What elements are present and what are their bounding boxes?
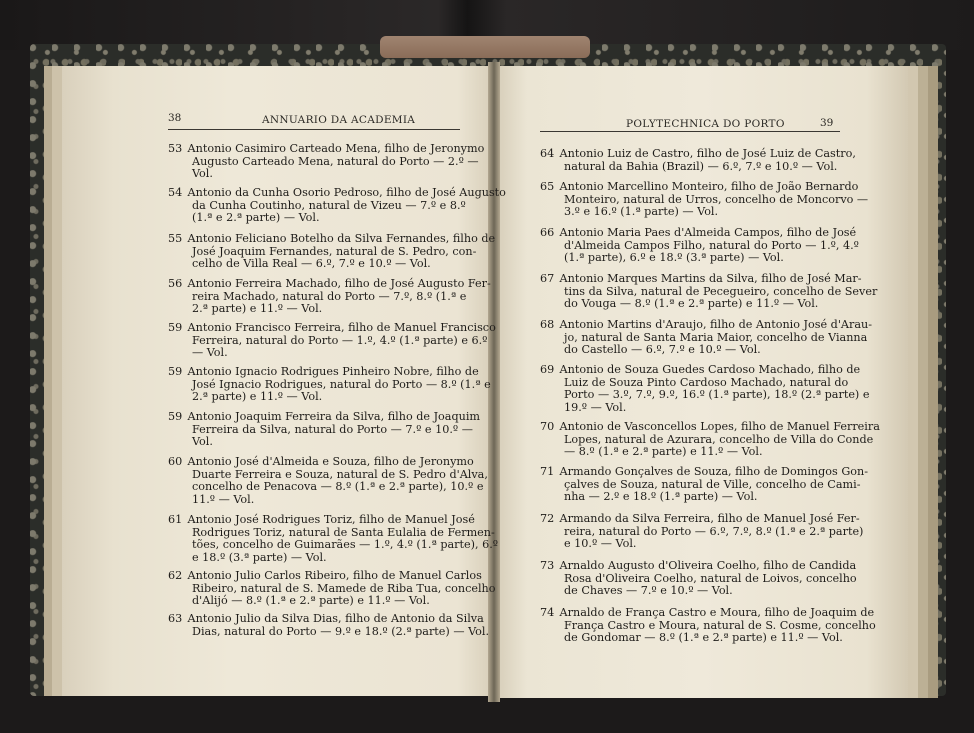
entry-text: Antonio de Souza Guedes Cardoso Machado, filho de bbox=[556, 363, 861, 376]
entry-first-line bbox=[540, 421, 880, 434]
entry bbox=[168, 570, 495, 608]
entry-text: Armando Gonçalves de Souza, filho de Domingos Gon- bbox=[556, 465, 868, 478]
entry-line: da Cunha Coutinho, natural de Vizeu — 7.º e 8.º bbox=[192, 198, 466, 212]
entry-first-line bbox=[540, 364, 869, 377]
entry bbox=[168, 411, 480, 449]
entry-number: 59 bbox=[168, 410, 183, 423]
entry-line: Dias, natural do Porto — 9.º e 18.º (2.ª parte) — Vol. bbox=[192, 624, 490, 638]
entry-text: Antonio Ignacio Rodrigues Pinheiro Nobre, filho de bbox=[184, 365, 479, 378]
entry-line: celho de Villa Real — 6.º, 7.º e 10.º — Vol. bbox=[192, 257, 431, 271]
entry-line: de Chaves — 7.º e 10.º — Vol. bbox=[564, 584, 733, 598]
entry bbox=[540, 148, 856, 173]
entry-text: Antonio Joaquim Ferreira da Silva, filho de Joaquim bbox=[184, 410, 481, 423]
right-header-rule bbox=[540, 131, 840, 132]
entry-text: Arnaldo Augusto d'Oliveira Coelho, filho de Candida bbox=[556, 559, 857, 572]
entry bbox=[540, 421, 880, 459]
entry-number: 71 bbox=[540, 465, 555, 478]
entry bbox=[168, 233, 495, 271]
entry-text: Antonio Julio da Silva Dias, filho de Antonio da Silva bbox=[184, 612, 484, 625]
entry-first-line bbox=[540, 273, 877, 286]
entry-line: 2.ª parte) e 11.º — Vol. bbox=[192, 390, 323, 404]
entry-line: çalves de Souza, natural de Ville, concelho de Cami- bbox=[564, 477, 861, 491]
entry-number: 64 bbox=[540, 147, 555, 160]
entry-number: 59 bbox=[168, 321, 183, 334]
right-page-number: 39 bbox=[820, 117, 834, 129]
entry-line: Lopes, natural de Azurara, concelho de Villa do Conde bbox=[564, 432, 874, 446]
entry-text: Antonio José d'Almeida e Souza, filho de Jeronymo bbox=[184, 455, 474, 468]
entry bbox=[540, 181, 868, 219]
entry-line: Monteiro, natural de Urros, concelho de Moncorvo — bbox=[564, 192, 869, 206]
entry-line: Luiz de Souza Pinto Cardoso Machado, natural do bbox=[564, 375, 849, 389]
entry-number: 69 bbox=[540, 363, 555, 376]
entry-line: José Joaquim Fernandes, natural de S. Pedro, con- bbox=[192, 244, 477, 258]
entry-line: Rodrigues Toriz, natural de Santa Eulalia de Fermen- bbox=[192, 525, 495, 539]
entry-number: 68 bbox=[540, 318, 555, 331]
entry-first-line bbox=[168, 187, 506, 200]
entry-line: do Vouga — 8.º (1.ª e 2.ª parte) e 11.º — Vol. bbox=[564, 297, 819, 311]
entry bbox=[540, 319, 872, 357]
entry-line: concelho de Penacova — 8.º (1.ª e 2.ª parte), 10.º e bbox=[192, 480, 484, 494]
entry-line: Porto — 3.º, 7.º, 9.º, 16.º (1.ª parte), 18.º (2.ª parte) e bbox=[564, 388, 870, 402]
entry-line: natural da Bahia (Brazil) — 6.º, 7.º e 10.º — Vol. bbox=[564, 159, 838, 173]
entry-line: 11.º — Vol. bbox=[192, 492, 255, 506]
entry-line: tins da Silva, natural de Pecegueiro, concelho de Sever bbox=[564, 284, 878, 298]
entry-line: Rosa d'Oliveira Coelho, natural de Loivos, concelho bbox=[564, 571, 857, 585]
entry bbox=[540, 227, 859, 265]
entry bbox=[168, 143, 484, 181]
entry-text: Antonio da Cunha Osorio Pedroso, filho de José Augusto bbox=[184, 186, 506, 199]
entry-number: 63 bbox=[168, 612, 183, 625]
entry-line: reira Machado, natural do Porto — 7.º, 8.º (1.ª e bbox=[192, 289, 467, 303]
entry bbox=[168, 322, 496, 360]
entry-first-line bbox=[168, 278, 491, 291]
entry bbox=[168, 613, 489, 638]
entry-text: Antonio Maria Paes d'Almeida Campos, filho de José bbox=[556, 226, 857, 239]
entry-first-line bbox=[540, 607, 876, 620]
entry-line: Vol. bbox=[192, 435, 213, 449]
entry-text: Antonio Marques Martins da Silva, filho de José Mar- bbox=[556, 272, 862, 285]
entry-text: Arnaldo de França Castro e Moura, filho de Joaquim de bbox=[556, 606, 875, 619]
entry-text: Antonio Marcellino Monteiro, filho de João Bernardo bbox=[556, 180, 859, 193]
entry-number: 59 bbox=[168, 365, 183, 378]
entry-line: jo, natural de Santa Maria Maior, concelho de Vianna bbox=[564, 330, 868, 344]
entry-text: Antonio Feliciano Botelho da Silva Fernandes, filho de bbox=[184, 232, 496, 245]
left-header-rule bbox=[168, 129, 460, 130]
entry-first-line bbox=[540, 148, 856, 161]
entry-first-line bbox=[168, 613, 489, 626]
entry-text: Antonio Ferreira Machado, filho de José Augusto Fer- bbox=[184, 277, 491, 290]
entry-text: Antonio Julio Carlos Ribeiro, filho de Manuel Carlos bbox=[184, 569, 482, 582]
book-spine bbox=[380, 36, 590, 58]
entry-first-line bbox=[168, 570, 495, 583]
entry-number: 54 bbox=[168, 186, 183, 199]
entry-line: — 8.º (1.ª e 2.ª parte) e 11.º — Vol. bbox=[564, 445, 763, 459]
entry-number: 66 bbox=[540, 226, 555, 239]
entry-first-line bbox=[168, 322, 496, 335]
entry bbox=[168, 514, 498, 564]
entry-number: 53 bbox=[168, 142, 183, 155]
entry-line: Vol. bbox=[192, 167, 213, 181]
entry bbox=[540, 273, 877, 311]
entry-number: 55 bbox=[168, 232, 183, 245]
entry-first-line bbox=[168, 233, 495, 246]
left-page-number: 38 bbox=[168, 112, 182, 124]
entry-line: 3.º e 16.º (1.ª parte) — Vol. bbox=[564, 205, 719, 219]
entry-number: 70 bbox=[540, 420, 555, 433]
entry-line: reira, natural do Porto — 6.º, 7.º, 8.º (1.ª e 2.ª parte) bbox=[564, 524, 864, 538]
entry-first-line bbox=[540, 513, 863, 526]
right-running-head: POLYTECHNICA DO PORTO bbox=[626, 118, 785, 130]
entry-line: Duarte Ferreira e Souza, natural de S. Pedro d'Alva, bbox=[192, 467, 488, 481]
entry-number: 61 bbox=[168, 513, 183, 526]
entry-number: 74 bbox=[540, 606, 555, 619]
entry-line: Augusto Carteado Mena, natural do Porto — 2.º — bbox=[192, 154, 479, 168]
entry-number: 67 bbox=[540, 272, 555, 285]
entry-text: Armando da Silva Ferreira, filho de Manuel José Fer- bbox=[556, 512, 860, 525]
entry-line: d'Almeida Campos Filho, natural do Porto — 1.º, 4.º bbox=[564, 238, 859, 252]
entry-first-line bbox=[168, 366, 491, 379]
entry-line: do Castello — 6.º, 7.º e 10.º — Vol. bbox=[564, 343, 761, 357]
entry-first-line bbox=[540, 227, 859, 240]
entry-number: 60 bbox=[168, 455, 183, 468]
entry-text: Antonio Casimiro Carteado Mena, filho de Jeronymo bbox=[184, 142, 485, 155]
entry-line: Ribeiro, natural de S. Mamede de Riba Tua, concelho bbox=[192, 581, 496, 595]
entry-line: — Vol. bbox=[192, 346, 228, 360]
entry-line: nha — 2.º e 18.º (1.ª parte) — Vol. bbox=[564, 490, 758, 504]
entry-line: Ferreira da Silva, natural do Porto — 7.º e 10.º — bbox=[192, 422, 473, 436]
left-running-head: ANNUARIO DA ACADEMIA bbox=[262, 114, 416, 126]
entry-text: Antonio Luiz de Castro, filho de José Luiz de Castro, bbox=[556, 147, 856, 160]
entry bbox=[540, 513, 863, 551]
entry bbox=[540, 607, 876, 645]
entry-first-line bbox=[168, 514, 498, 527]
entry-line: e 10.º — Vol. bbox=[564, 537, 637, 551]
entry-number: 65 bbox=[540, 180, 555, 193]
entry-text: Antonio Francisco Ferreira, filho de Manuel Francisco bbox=[184, 321, 496, 334]
entry-text: Antonio de Vasconcellos Lopes, filho de Manuel Ferreira bbox=[556, 420, 880, 433]
entry-line: José Ignacio Rodrigues, natural do Porto — 8.º (1.ª e bbox=[192, 377, 491, 391]
entry-text: Antonio Martins d'Araujo, filho de Antonio José d'Arau- bbox=[556, 318, 872, 331]
entry-line: (1.ª e 2.ª parte) — Vol. bbox=[192, 211, 320, 225]
entry bbox=[540, 560, 857, 598]
entry-first-line bbox=[168, 411, 480, 424]
entry-text: Antonio José Rodrigues Toriz, filho de Manuel José bbox=[184, 513, 475, 526]
entry bbox=[168, 187, 506, 225]
entry-number: 72 bbox=[540, 512, 555, 525]
entry bbox=[540, 364, 869, 414]
entry-first-line bbox=[540, 181, 868, 194]
entry bbox=[168, 366, 491, 404]
entry-line: Ferreira, natural do Porto — 1.º, 4.º (1.ª parte) e 6.º bbox=[192, 333, 488, 347]
entry bbox=[168, 278, 491, 316]
entry-number: 62 bbox=[168, 569, 183, 582]
entry-line: (1.ª parte), 6.º e 18.º (3.ª parte) — Vol. bbox=[564, 251, 784, 265]
entry-number: 56 bbox=[168, 277, 183, 290]
entry-line: tões, concelho de Guimarães — 1.º, 4.º (1.ª parte), 6.º bbox=[192, 538, 499, 552]
entry bbox=[540, 466, 868, 504]
entry-first-line bbox=[540, 466, 868, 479]
entry-first-line bbox=[540, 319, 872, 332]
entry-first-line bbox=[168, 143, 484, 156]
entry-line: e 18.º (3.ª parte) — Vol. bbox=[192, 550, 327, 564]
entry bbox=[168, 456, 488, 506]
entry-line: 2.ª parte) e 11.º — Vol. bbox=[192, 302, 323, 316]
entry-line: d'Alijó — 8.º (1.ª e 2.ª parte) e 11.º — Vol. bbox=[192, 594, 430, 608]
entry-line: 19.º — Vol. bbox=[564, 400, 627, 414]
entry-line: de Gondomar — 8.º (1.ª e 2.ª parte) e 11.º — Vol. bbox=[564, 631, 843, 645]
entry-first-line bbox=[540, 560, 857, 573]
entry-number: 73 bbox=[540, 559, 555, 572]
entry-first-line bbox=[168, 456, 488, 469]
entry-line: França Castro e Moura, natural de S. Cosme, concelho bbox=[564, 618, 876, 632]
